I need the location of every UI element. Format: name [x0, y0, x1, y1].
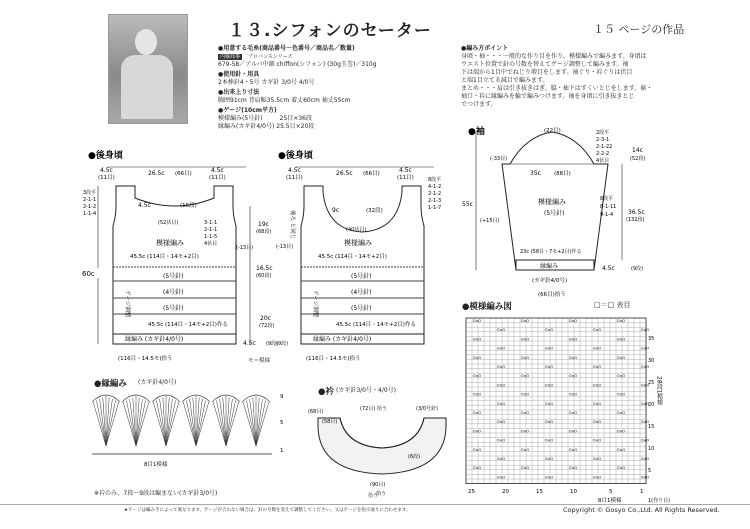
chart-symbol: O∧O — [496, 475, 506, 480]
chart-symbol: O∧O — [568, 429, 578, 434]
chart-symbol: O∧O — [496, 383, 506, 388]
arm-dec: 2-1-1 — [204, 227, 218, 233]
collar-rows: (6段) — [408, 454, 421, 460]
cuff-edge-label: 縁編み — [540, 263, 559, 270]
chart-symbol: O∧O — [640, 346, 650, 351]
hem-length: 20c — [260, 315, 271, 322]
arm-bind: (-13目) — [236, 245, 254, 251]
x-tick: 5 — [609, 489, 613, 495]
footer-note: ★ゲージは編み手によって異なります。ゲージが合わない場合は、針の号数を変えて調整してください。又はゲージを指示通りに合わせます。 — [124, 508, 411, 513]
edging-needle: (カギ針4/0号) — [138, 379, 177, 386]
edge-height: 4.5c — [243, 340, 256, 347]
body-rows: (132段) — [626, 217, 645, 223]
neck-st: (66目) — [175, 171, 192, 177]
edging-unit: 8目1模様 — [144, 462, 168, 468]
cap-dec: 4伏目 — [596, 158, 610, 164]
neck-dec: 2-1-1 — [83, 197, 97, 203]
bust-width: 45.5c (114目・14モ+2目) — [318, 254, 387, 260]
neck-bind: (16段) — [180, 203, 197, 209]
chart-heading: ●模様編み図 — [462, 302, 512, 312]
y-tick: 20 — [648, 402, 655, 408]
gauge-line-1: 模様編み(5号針) 25目×36段 — [218, 115, 312, 122]
chart-symbol: O∧O — [592, 457, 602, 461]
photo-sweater — [121, 55, 173, 119]
chart-symbol: O∧O — [520, 319, 530, 323]
hem-rows: (72段) — [259, 323, 275, 329]
edging-stitch — [256, 399, 262, 446]
edging-stitch — [196, 399, 202, 446]
chart-symbol: O∧O — [544, 346, 554, 351]
knitting-points — [461, 45, 729, 109]
x-tick: 1 — [640, 489, 644, 495]
chart-symbol: O∧O — [640, 420, 650, 425]
cap-dec: 2-1-22 — [596, 144, 613, 150]
edging-stitch — [256, 402, 269, 446]
points-line: まとめ・・・肩は引き抜きはぎ、脇・袖下はすくいとじをします。裾・ — [461, 85, 653, 92]
points-heading: ●編み方ポイント — [461, 45, 509, 52]
total-length: 60c — [82, 270, 95, 278]
back-bind: (52伏目) — [158, 220, 179, 226]
edge-label: 縁編み (カギ針4/0号) — [313, 336, 372, 343]
neck-dec: 4-1-2 — [428, 184, 442, 190]
points-line: 袖口・衿に縁編みを輪で編みつけます。袖を身頃に引き抜きとじ — [461, 93, 635, 100]
edging-stitch — [226, 402, 239, 446]
edging-stitch — [183, 402, 196, 446]
pattern-chart — [462, 312, 682, 510]
edging-stitch — [226, 399, 232, 446]
x-tick: 15 — [536, 489, 543, 495]
needle-label: (5号針) — [544, 210, 565, 217]
needle-4: (4号針) — [163, 289, 184, 296]
chart-symbol: O∧O — [592, 383, 602, 388]
chart-symbol: O∧O — [616, 447, 626, 452]
edging-stitch — [93, 402, 106, 446]
chart-symbol: O∧O — [616, 411, 626, 415]
chart-symbol: O∧O — [640, 365, 650, 369]
y-tick: 5 — [648, 468, 652, 474]
edging-stitch — [106, 399, 112, 446]
yarn-series: プロバンスシリーズ — [247, 54, 293, 60]
chart-symbol: O∧O — [496, 401, 506, 406]
page-reference: １５ ページの作品 — [593, 23, 685, 36]
neck-width: 26.5c — [336, 170, 353, 177]
edging-stitch — [250, 399, 256, 446]
arm-dec: 4伏目 — [204, 241, 218, 247]
neck-bind: (32段) — [366, 208, 383, 214]
needle-4: (4号針) — [351, 289, 372, 296]
pickup-label: (116目・14.5モ)拾う — [306, 356, 361, 362]
shoulder-right: 4.5c — [211, 167, 224, 174]
pattern-label: 模様編み — [344, 239, 372, 247]
chart-symbol: O∧O — [568, 447, 578, 452]
chart-symbol: O∧O — [472, 337, 482, 342]
side-pick: (58目) — [322, 419, 338, 425]
back-outline — [113, 186, 236, 344]
collar-band — [318, 418, 446, 474]
chart-symbol: O∧O — [616, 374, 626, 379]
edging-row: 1 — [280, 448, 284, 454]
chart-symbol: O∧O — [568, 411, 578, 415]
edging-stitch — [243, 402, 256, 446]
points-line: と端1目立てる減目で編みます。 — [461, 77, 549, 84]
edge-rows: (9段) — [276, 341, 289, 347]
edging-stitch — [100, 399, 106, 446]
increase: 8-1-11 — [600, 204, 617, 210]
neck-st: (66目) — [363, 171, 380, 177]
sleeve-width: 35c — [530, 170, 541, 177]
needle-5b: (5号針) — [163, 305, 184, 312]
chart-symbol: O∧O — [520, 411, 530, 415]
y-tick: 15 — [648, 424, 655, 430]
chart-symbol: O∧O — [592, 346, 602, 351]
cap-dec: 2段平 — [596, 130, 610, 136]
mo-note: モ＝模様 — [248, 358, 271, 364]
chart-symbol: O∧O — [496, 346, 506, 351]
chart-legend: □＝□ 表目 — [594, 301, 631, 309]
chart-symbol: O∧O — [544, 383, 554, 388]
shoulder-left-st: (11目) — [98, 175, 115, 181]
chart-symbol: O∧O — [544, 438, 554, 443]
chart-symbol: O∧O — [640, 383, 650, 388]
front-bind: (40伏目) — [346, 227, 367, 233]
start-label: 1(作り目) — [648, 498, 671, 504]
y-tick: 35 — [648, 336, 655, 342]
chart-symbol: O∧O — [616, 337, 626, 342]
chart-symbol: O∧O — [568, 374, 578, 379]
pattern-label: 模様編み — [156, 239, 184, 247]
chart-symbol: O∧O — [616, 319, 626, 323]
copyright: Copyright © Gosyo Co.,Ltd. All Rights Reserved. — [563, 506, 720, 514]
chart-symbol: O∧O — [640, 401, 650, 406]
x-tick: 25 — [468, 489, 475, 495]
front-outline — [301, 186, 424, 344]
size-line: 胸囲91cm 背肩幅35.5cm 着丈60cm 袖丈55cm — [218, 97, 351, 104]
chart-symbol: O∧O — [640, 457, 650, 461]
shoulder-right-st: (11目) — [397, 175, 414, 181]
sleeve-diagram — [456, 120, 656, 304]
y-tick: 10 — [648, 446, 655, 452]
chart-symbol: O∧O — [520, 447, 530, 452]
chart-symbol: O∧O — [520, 466, 530, 471]
chart-symbol: O∧O — [496, 438, 506, 443]
gauge-heading: ●ゲージ(10cm平方) — [218, 107, 277, 114]
edging-stitch — [153, 402, 166, 446]
yarn-line: 679-58／アルパ中細 chiffon(シフォン) (30g玉巻)／310g — [218, 61, 377, 68]
pickup-label: (116目・14.5モ)拾う — [118, 356, 173, 362]
chart-symbol: O∧O — [472, 466, 482, 471]
chart-symbol: O∧O — [640, 438, 650, 443]
chart-symbol: O∧O — [592, 420, 602, 425]
hem-width: 45.5c (114目・14モ+2目)作る — [148, 322, 228, 328]
pattern-label: 模様編み — [538, 198, 566, 206]
chart-symbol: O∧O — [544, 401, 554, 406]
photo-face — [135, 29, 157, 55]
neck-depth: 4.5c — [138, 202, 151, 209]
chart-symbol: O∧O — [544, 328, 554, 333]
shoulder-left-st: (11目) — [286, 175, 303, 181]
increase-st: (+15目) — [480, 218, 500, 224]
yarn-badge: 内藤商事 — [220, 54, 241, 60]
increase: 9-1-4 — [600, 212, 614, 218]
chart-symbol: O∧O — [496, 457, 506, 461]
chart-symbol: O∧O — [568, 355, 578, 360]
chart-symbol: O∧O — [472, 429, 482, 434]
edging-stitch — [130, 399, 136, 446]
cap-dec: 2-3-1 — [596, 137, 610, 143]
needle-heading: ●使用針・用具 — [218, 71, 260, 78]
neck-dec: 1-1-4 — [83, 211, 97, 217]
chart-symbol: O∧O — [640, 475, 650, 480]
chart-symbol: O∧O — [520, 392, 530, 397]
cap-dec: 2-2-2 — [596, 151, 610, 157]
body-length: 36.5c — [628, 209, 645, 216]
front-pick: (90目) — [370, 482, 386, 488]
neck-dec: 2-1-2 — [428, 191, 442, 197]
chart-symbol: O∧O — [568, 466, 578, 471]
needle-5b: (5号針) — [351, 305, 372, 312]
y-tick: 25 — [648, 380, 655, 386]
neck-dec: 8段平 — [428, 177, 442, 183]
sleeve-width-st: (88目) — [554, 171, 571, 177]
chart-symbol: O∧O — [592, 328, 602, 333]
chart-symbol: O∧O — [616, 466, 626, 471]
chart-symbol: O∧O — [592, 365, 602, 369]
chart-symbol: O∧O — [544, 457, 554, 461]
edging-heading: ●縁編み — [94, 379, 127, 389]
cuff-cast: 23c (58目・7モ+2目)作る — [520, 249, 582, 255]
back-body-diagram — [78, 148, 278, 370]
points-line: ウエスト位置で針の号数を替えてゲージ調整して編みます。袖 — [461, 61, 629, 68]
edging-stitch — [106, 402, 119, 446]
footer-rule — [0, 504, 750, 505]
cap-rows: (52段) — [630, 156, 646, 162]
back-heading: ●後身頃 — [88, 151, 123, 161]
model-photo — [108, 14, 188, 124]
arm-dec: 1-1-5 — [204, 234, 218, 240]
edging-row: 5 — [280, 420, 284, 426]
chart-symbol: O∧O — [520, 355, 530, 360]
edging-stitch — [160, 399, 166, 446]
shoulder-right: 4.5c — [399, 167, 412, 174]
waist-height: 16.5c — [256, 265, 273, 272]
arm-bind: (-13目) — [276, 244, 294, 250]
materials-block — [218, 45, 458, 131]
neck-depth: 9c — [332, 207, 340, 214]
arm-dec: 3-1-1 — [204, 220, 218, 226]
hem-width: 45.5c (114目・14モ+2目)作る — [336, 322, 416, 328]
edging-stitch — [136, 402, 149, 446]
edging-chart — [92, 388, 292, 472]
chart-symbol: O∧O — [544, 420, 554, 425]
edge-label: 縁編み (カギ針4/0号) — [125, 336, 184, 343]
chart-symbol: O∧O — [520, 374, 530, 379]
chart-symbol: O∧O — [496, 328, 506, 333]
gauge-line-2: 縁編み(カギ針4/0号) 25.5目×20段 — [218, 123, 315, 130]
chart-symbol: O∧O — [544, 365, 554, 369]
chart-symbol: O∧O — [616, 429, 626, 434]
chart-symbol: O∧O — [592, 475, 602, 480]
chart-symbol: O∧O — [496, 365, 506, 369]
points-line: 身頃・袖・・・一般的な作り目を作り、模様編みで編みます。身頃は — [461, 53, 647, 60]
arm-depth: 19c — [258, 221, 269, 228]
chart-symbol: O∧O — [472, 355, 482, 360]
cuff-edge-height: 4.5c — [602, 265, 615, 272]
chart-symbol: O∧O — [616, 392, 626, 397]
chart-symbol: O∧O — [568, 337, 578, 342]
edge-rows: (9段) — [266, 341, 279, 347]
shoulder-left: 4.5c — [100, 167, 113, 174]
collar-needle: (カギ針3/0号・4/0号) — [336, 387, 396, 394]
x-tick: 10 — [570, 489, 577, 495]
chart-symbol: O∧O — [472, 447, 482, 452]
edging-stitch — [166, 402, 179, 446]
chart-symbol: O∧O — [472, 411, 482, 415]
needle-note: (3/0号針) — [416, 406, 438, 412]
gauge-note: ゲージ調整 — [312, 290, 318, 318]
edging-stitch — [196, 402, 209, 446]
bust-width: 45.5c (114目・14モ+2目) — [130, 254, 199, 260]
page-title: １３.シフォンのセーター — [228, 21, 432, 41]
sleeve-length: 55c — [462, 201, 473, 208]
front-heading: ●後身頃 — [278, 151, 313, 161]
x-tick: 20 — [502, 489, 509, 495]
needle-line: 2本棒針4・5号 カギ針 3/0号 4/0号 — [218, 79, 315, 86]
back-pick: (68目) — [308, 409, 324, 415]
edging-stitch — [136, 399, 142, 446]
chart-symbol: O∧O — [544, 475, 554, 480]
edging-stitch — [166, 399, 172, 446]
neck-dec: 3段平 — [83, 190, 97, 196]
front-body-diagram — [274, 148, 460, 370]
cuff-pickup: (66目)拾う — [538, 292, 566, 298]
neck-dec: 2-1-2 — [83, 204, 97, 210]
chart-symbol: O∧O — [496, 420, 506, 425]
points-line: 下は端から1目中でねじり増目をします。袖ぐり・衿ぐりは伏目 — [461, 69, 633, 76]
neck-width: 26.5c — [148, 170, 165, 177]
edging-stitch — [213, 402, 226, 446]
collar-heading: ●衿 — [318, 387, 334, 397]
collar-diagram — [304, 396, 460, 497]
chart-symbol: O∧O — [520, 429, 530, 434]
chart-symbol: O∧O — [592, 438, 602, 443]
stitches-label: 8目1模様 — [598, 498, 622, 504]
same-as-back-note: 後ろ と同じ — [289, 210, 295, 240]
needle-5a: (5号針) — [351, 273, 372, 280]
edging-stitch — [220, 399, 226, 446]
gauge-note: ゲージ調整 — [124, 290, 130, 318]
neck-dec: 2-1-3 — [428, 198, 442, 204]
yarn-heading: ●用意する毛糸(商品番号－色番号／商品名／数量) — [218, 45, 355, 52]
cuff-edge-rows: (9段) — [631, 266, 644, 272]
edging-row: 9 — [280, 394, 284, 400]
sleeve-heading: ●袖 — [468, 127, 485, 137]
center-pick: (72目) 拾う — [360, 406, 387, 412]
cuff-edge-needle: (カギ針4/0号) — [532, 278, 568, 284]
increase: 8段平 — [600, 196, 614, 202]
chart-symbol: O∧O — [616, 355, 626, 360]
chart-symbol: O∧O — [568, 319, 578, 323]
edging-note: ※衿のみ、7段～9段は編まない(カギ針3/0号) — [94, 490, 218, 497]
top-stitches: (22目) — [544, 128, 561, 134]
neck-dec: 1-1-7 — [428, 205, 442, 211]
chart-symbol: O∧O — [472, 374, 482, 379]
arm-rows: (68段) — [256, 229, 272, 235]
chart-symbol: O∧O — [640, 328, 650, 333]
chart-symbol: O∧O — [520, 337, 530, 342]
waist-rows: (60段) — [256, 273, 272, 279]
points-line: でつけます。 — [461, 101, 497, 108]
chart-symbol: O∧O — [472, 319, 482, 323]
chart-symbol: O∧O — [592, 401, 602, 406]
front-pick-label-2: 拾う — [368, 493, 379, 499]
chart-symbol: O∧O — [568, 392, 578, 397]
edging-stitch — [123, 402, 136, 446]
shoulder-left: 4.5c — [288, 167, 301, 174]
shoulder-right-st: (11目) — [209, 175, 226, 181]
chart-symbol: O∧O — [472, 392, 482, 397]
y-tick: 30 — [648, 358, 655, 364]
rows-label: 28段1模様 — [655, 376, 663, 406]
edging-marks — [92, 395, 270, 446]
needle-5a: (5号針) — [163, 273, 184, 280]
front-pick-label: 拾う — [376, 491, 387, 497]
size-heading: ●出来上り寸法 — [218, 89, 260, 96]
cap-bind: (-33目) — [490, 156, 508, 162]
edging-stitch — [190, 399, 196, 446]
cap-height: 14c — [632, 147, 643, 154]
